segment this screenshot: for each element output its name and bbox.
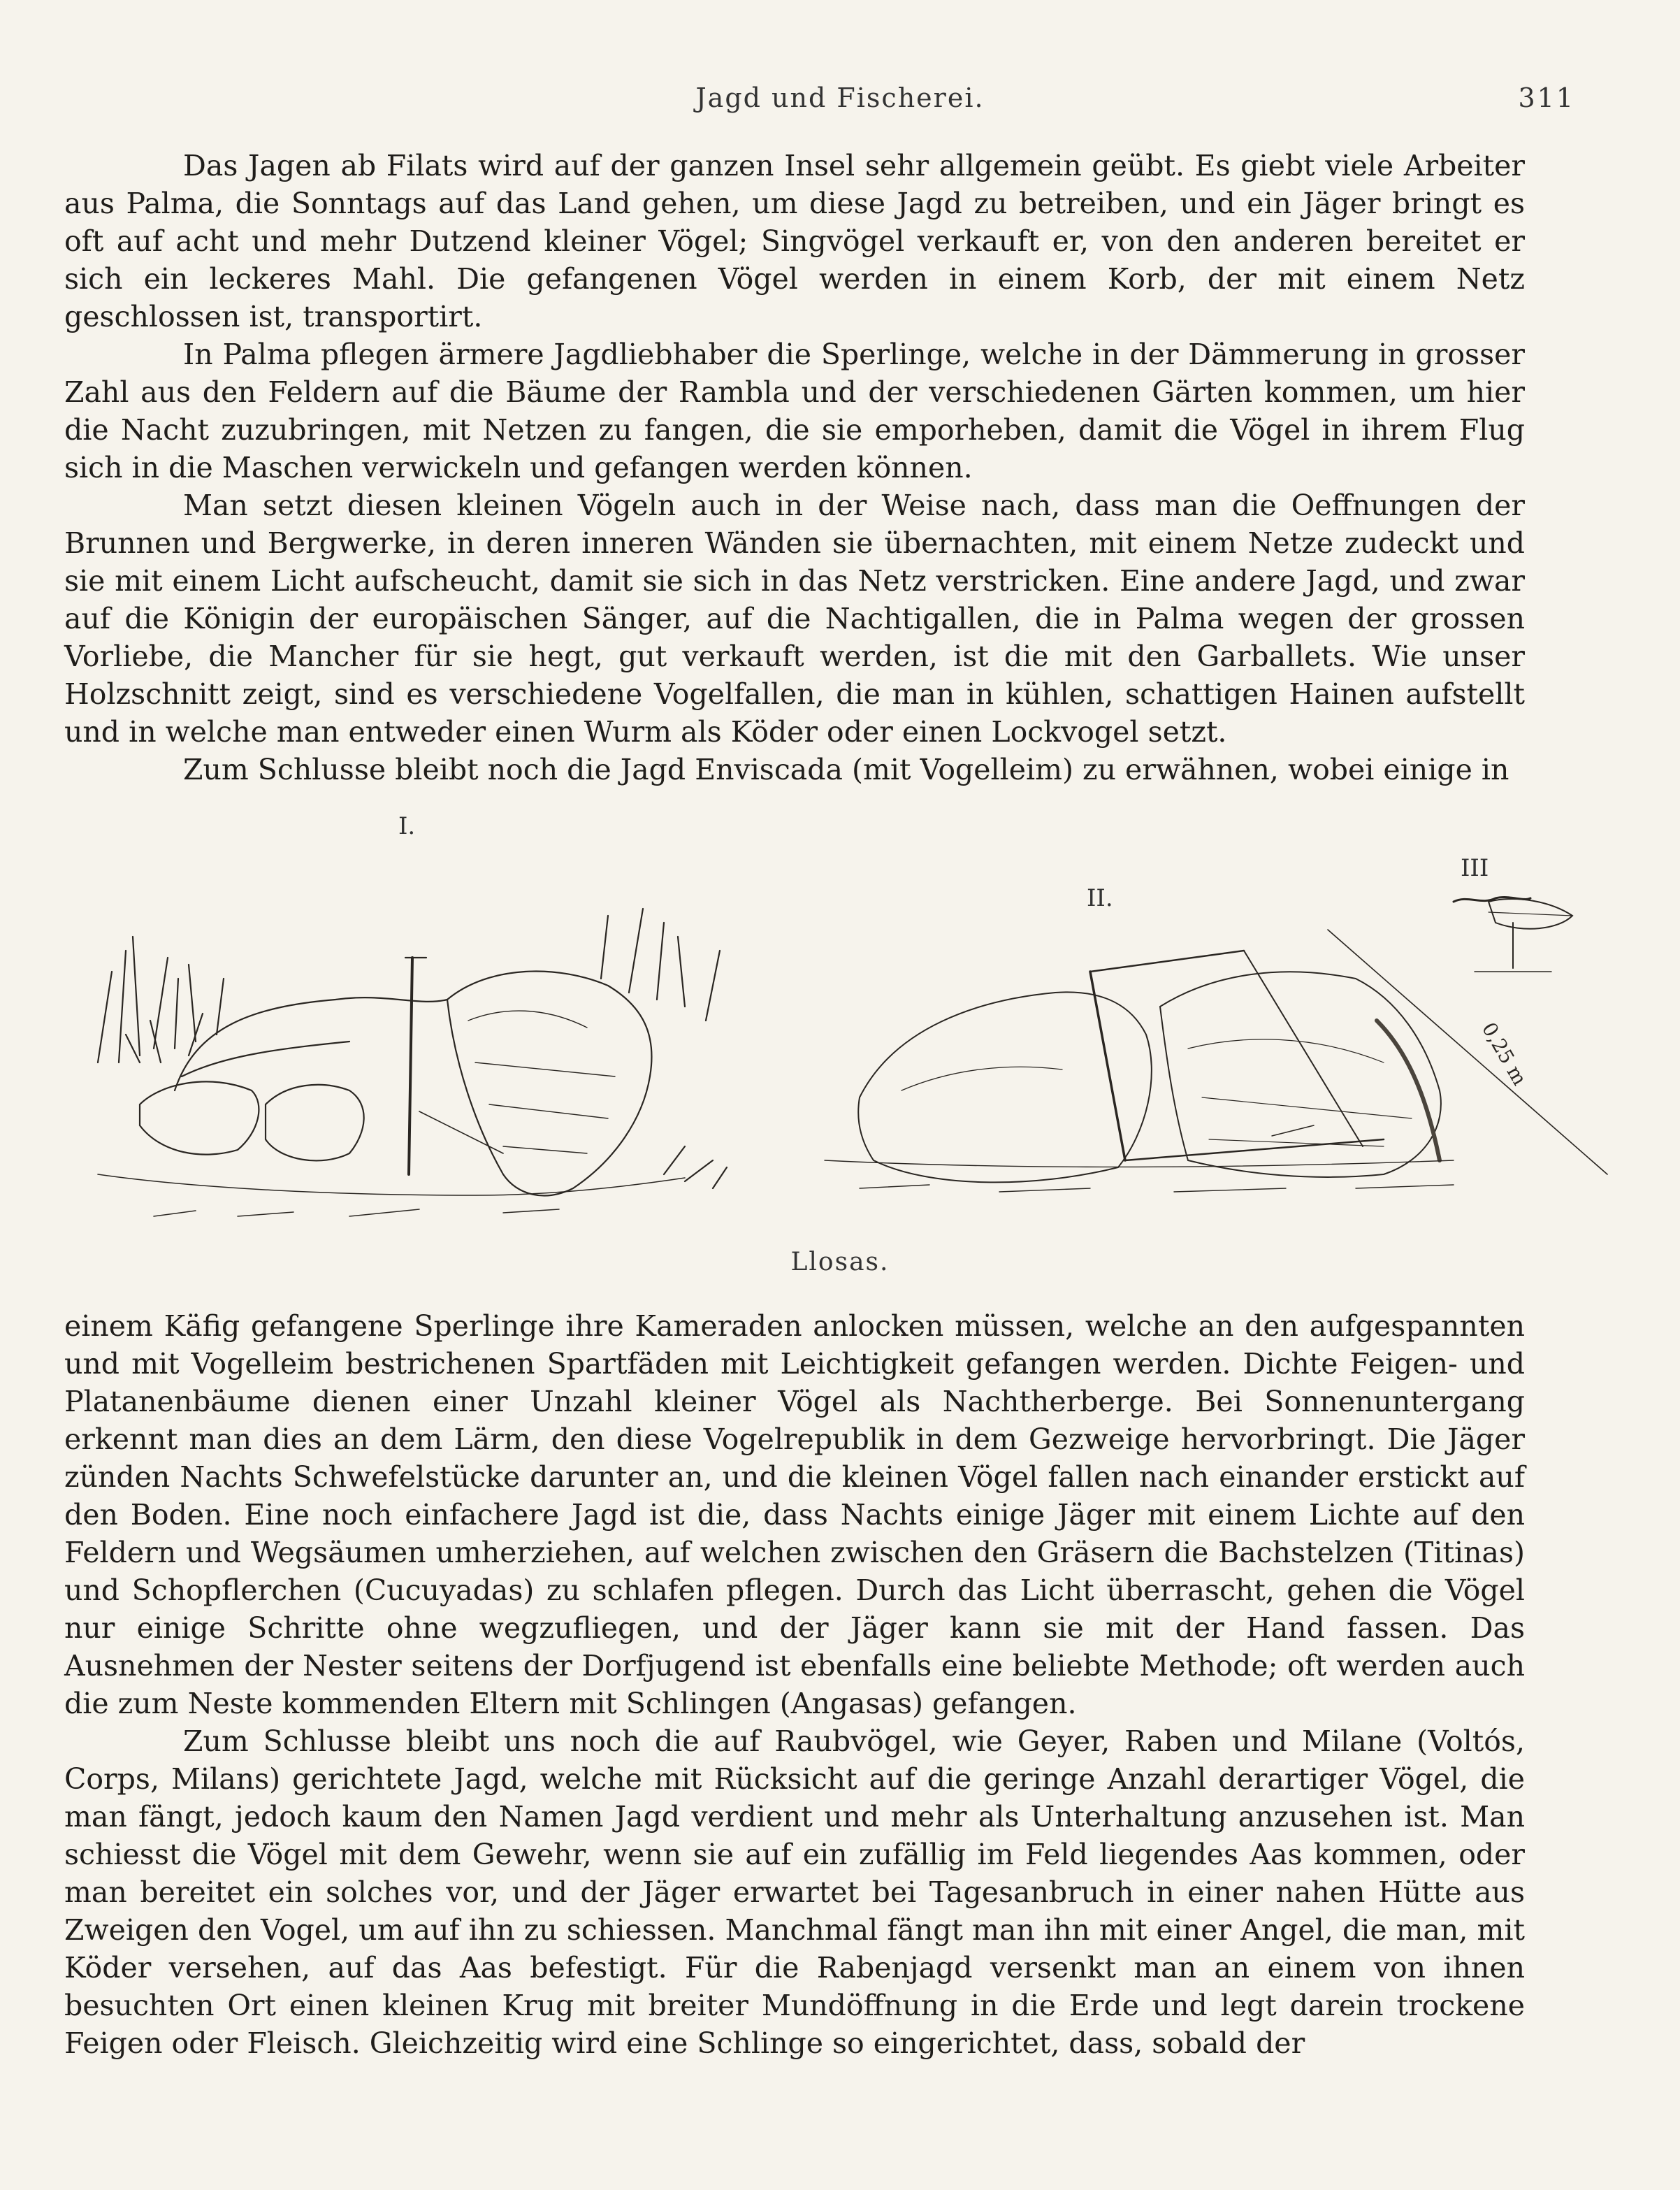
paragraph: In Palma pflegen ärmere Jagdliebhaber die Sperlinge, welche in der Dämmerung in grosser Zahl aus den Feldern auf die Bäume der Rambla und der verschiedenen Gärten kommen, um hier die Nacht zuzubringen, mit Netzen zu fangen, die sie emporheben, damit die Vögel in ihrem Flug sich in die Maschen verwickeln und gefangen werden können.	[64, 338, 1525, 484]
scale-label: 0,25 m	[1477, 1018, 1532, 1090]
figure-label-1: I.	[398, 812, 416, 840]
paragraph: einem Käfig gefangene Sperlinge ihre Kameraden anlocken müssen, welche an den aufgespannten und mit Vogelleim bestrichenen Spartfäden mit Leichtigkeit gefangen werden. Dichte Feigen- und Platanenbäume dienen einer Unzahl kleiner Vögel als Nachtherberge. Bei Sonnenuntergang erkennt man dies an dem Lärm, den diese Vogelrepublik in dem Gezweige hervorbringt. Die Jäger zünden Nachts Schwefelstücke darunter an, und die kleinen Vögel fallen nach einander erstickt auf den Boden. Eine noch einfachere Jagd ist die, dass Nachts einige Jäger mit einem Lichte auf den Feldern und Wegsäumen umherziehen, auf welchen zwischen den Gräsern die Bachstelzen (Titinas) und Schopflerchen (Cucuyadas) zu schlafen pflegen. Durch das Licht überrascht, gehen die Vögel nur einige Schritte ohne wegzufliegen, und der Jäger kann sie mit der Hand fassen. Das Ausnehmen der Nester seitens der Dorfjugend ist ebenfalls eine beliebte Methode; oft werden auch die zum Neste kommenden Eltern mit Schlingen (Angasas) gefangen.	[64, 1309, 1525, 1720]
woodcut-figure	[56, 797, 1621, 1272]
paragraph: Das Jagen ab Filats wird auf der ganzen Insel sehr allgemein geübt. Es giebt viele Arbeiter aus Palma, die Sonntags auf das Land gehen, um diese Jagd zu betreiben, und ein Jäger bringt es oft auf acht und mehr Dutzend kleiner Vögel; Singvögel verkauft er, von den anderen bereitet er sich ein leckeres Mahl. Die gefangenen Vögel werden in einem Korb, der mit einem Netz geschlossen ist, transportirt.	[64, 149, 1525, 333]
paragraph: Zum Schlusse bleibt uns noch die auf Raubvögel, wie Geyer, Raben und Milane (Voltós, Corps, Milans) gerichtete Jagd, welche mit Rücksicht auf die geringe Anzahl derartiger Vögel, die man fängt, jedoch kaum den Namen Jagd verdient und mehr als Unterhaltung anzusehen ist. Man schiesst die Vögel mit dem Gewehr, wenn sie auf ein zufällig im Feld liegendes Aas kommen, oder man bereitet ein solches vor, und der Jäger erwartet bei Tagesanbruch in einer nahen Hütte aus Zweigen den Vogel, um auf ihn zu schiessen. Manchmal fängt man ihn mit einer Angel, die man, mit Köder versehen, auf das Aas befestigt. Für die Rabenjagd versenkt man an einem von ihnen besuchten Ort einen kleinen Krug mit breiter Mundöffnung in die Erde und legt darein trockene Feigen oder Fleisch. Gleichzeitig wird eine Schlinge so eingerichtet, dass, sobald der	[64, 1724, 1525, 2060]
body-text-bottom	[64, 1307, 1525, 2062]
figure-label-3: III	[1461, 854, 1489, 882]
trap-i-drawing	[98, 909, 727, 1216]
page-number: 311	[1518, 82, 1575, 113]
running-title: Jagd und Fischerei.	[695, 82, 985, 113]
trap-iii-drawing	[1454, 898, 1572, 972]
paragraph: Zum Schlusse bleibt noch die Jagd Enviscada (mit Vogelleim) zu erwähnen, wobei einige in	[183, 753, 1509, 786]
paragraph: Man setzt diesen kleinen Vögeln auch in der Weise nach, dass man die Oeffnungen der Brunnen und Bergwerke, in deren inneren Wänden sie übernachten, mit einem Netze zudeckt und sie mit einem Licht aufscheucht, damit sie sich in das Netz verstricken. Eine andere Jagd, und zwar auf die Königin der europäischen Sänger, auf die Nachtigallen, die in Palma wegen der grossen Vorliebe, die Mancher für sie hegt, gut verkauft werden, ist die mit den Garballets. Wie unser Holzschnitt zeigt, sind es verschiedene Vogelfallen, die man in kühlen, schattigen Hainen aufstellt und in welche man entweder einen Wurm als Köder oder einen Lockvogel setzt.	[64, 489, 1525, 749]
figure-caption: Llosas.	[790, 1248, 890, 1276]
woodcut-illustration	[56, 797, 1621, 1244]
trap-ii-drawing	[825, 930, 1607, 1192]
figure-label-2: II.	[1087, 884, 1113, 912]
running-header	[63, 82, 1617, 124]
body-text-top	[64, 147, 1525, 788]
